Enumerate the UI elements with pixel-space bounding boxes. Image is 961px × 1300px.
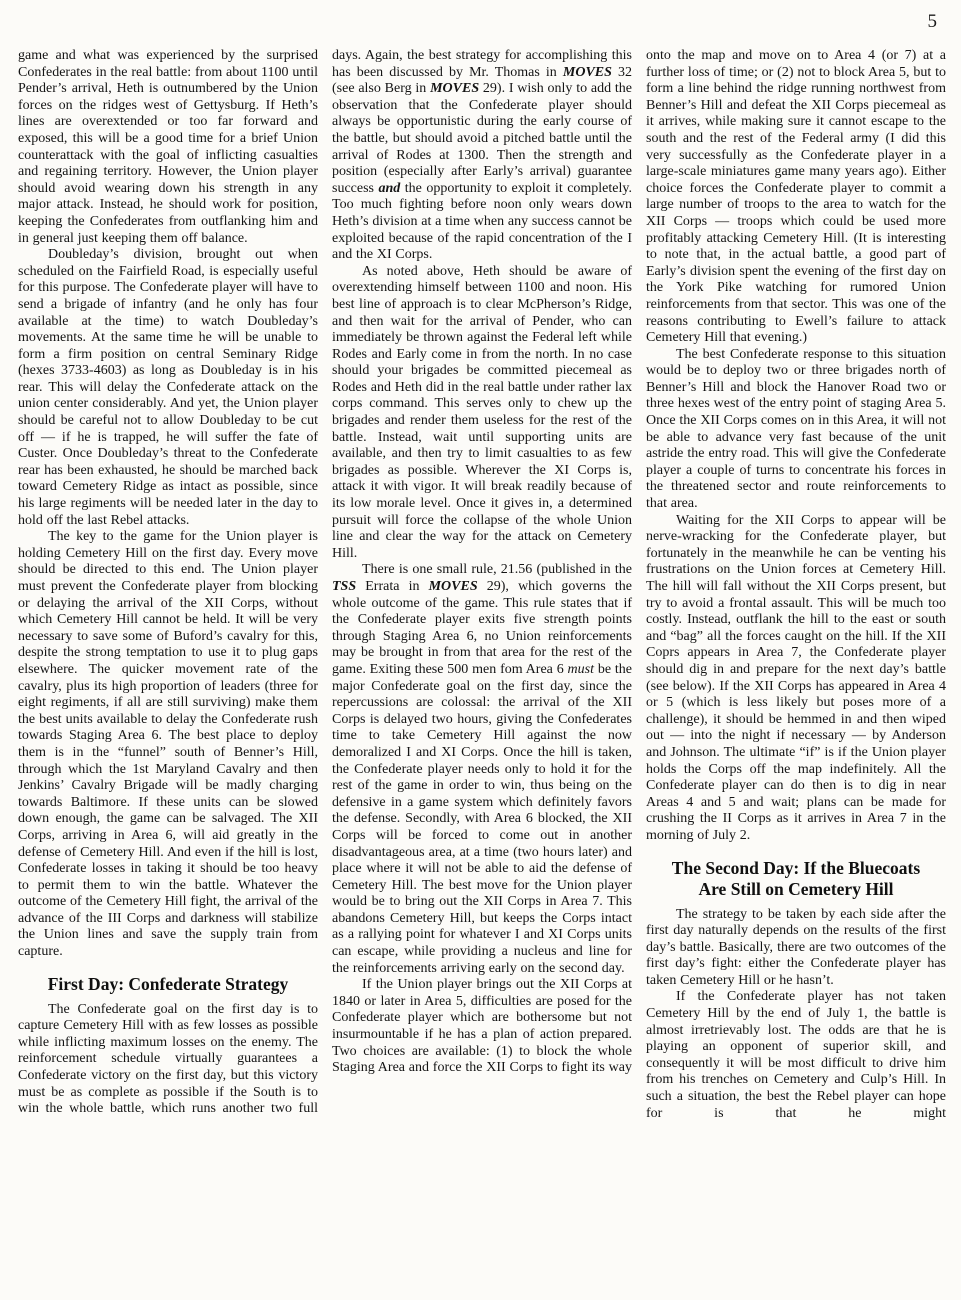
section-heading: First Day: Confederate Strategy xyxy=(47,973,289,994)
paragraph: As noted above, Heth should be aware of overextending himself between 1100 and noon. His best line of approach is to clear McPherson’s Ridge, and then wait for the arrival of Pender, who can immediately be thrown against the Federal left while Rodes and Early come in from the north. In no case should your brigades be committed piecemeal as Rodes and Heth did in the real battle under rather lax corps command. This serves only to chew up the brigades and render them useless for the rest of the battle. Instead, wait until supporting units are available, and then try to limit casualties to as few brigades as possible. Wherever the XI Corps is, attack it with vigor. It will break readily because of its low morale level. Once it gives in, a determined pursuit will force the collapse of the whole Union line and clear the way for the attack on Cemetery Hill. xyxy=(332,263,632,561)
emphasized-text: MOVES xyxy=(430,81,480,97)
emphasized-text: and xyxy=(378,180,401,196)
text-column-2 xyxy=(332,48,632,1122)
text-column-1 xyxy=(18,48,318,1122)
text-column-3 xyxy=(646,48,946,1122)
section-heading: The Second Day: If the Bluecoats Are Still on Cemetery Hill xyxy=(671,857,921,899)
paragraph: Doubleday’s division, brought out when scheduled on the Fairfield Road, is especially useful for this purpose. The Confederate player will have to send a brigade of infantry (and he only has four available at the time) to watch Doubleday’s movements. At the same time he will be unable to form a firm position on central Seminary Ridge (hexes 3733-4603) as long as Doubleday is in his rear. This will delay the Confederate attack on the union center considerably. And yet, the Union player should be careful not to allow Doubleday to be cut off — if he is trapped, he will suffer the fate of Custer. Once Doubleday’s threat to the Confederate rear has been exhausted, he should be marched back toward Cemetery Ridge as intact as possible, since his large regiments will be needed later in the day to hold off the last Rebel attacks. xyxy=(18,247,318,528)
paragraph: The strategy to be taken by each side after the first day naturally depends on the results of the first day’s battle. Basically, there are two outcomes of the first day’s fight: either the Confederate player has taken Cemetery Hill or he hasn’t. xyxy=(646,906,946,988)
page-number: 5 xyxy=(927,11,937,32)
paragraph: The key to the game for the Union player is holding Cemetery Hill on the first day. Every move should be directed to this end. The Union player must prevent the Confederate player from blocking or delaying the arrival of the XII Corps, without which Cemetery Hill cannot be held. It will be very necessary to save some of Buford’s cavalry for this, despite the strong temptation to use it to plug gaps elsewhere. The quicker movement rate of the cavalry, plus its high proportion of leaders (three for eight regiments, if all are still surviving) make them the best units available to delay the Confederate rush towards Staging Area 6. The best place to deploy them is in the “funnel” south of Benner’s Hill, through which the 1st Maryland Cavalry and then Jenkins’ Cavalry Brigade will be madly charging towards Baltimore. If these units can be slowed down enough, the game can be salvaged. The XII Corps, arriving in Area 6, will aid greatly in the defense of Cemetery Hill. And even if the hill is lost, Confederate losses in taking it should be too heavy to permit them to win the battle. Whatever the outcome of the Cemetery Hill fight, the arrival of the advance of the III Corps and darkness will stabilize the Union lines and save the supply train from capture. xyxy=(18,529,318,960)
paragraph: The Confederate goal on the first day is to capture Cemetery Hill with as few losses as possible while inflicting maximum losses on the enemy. The reinforcement schedule virtually guarantees a Confederate victory on the first day, but this victory must be as complete as possible if the South is to win the whole battle, which runs another two full xyxy=(18,1001,318,1117)
paragraph: There is one small rule, 21.56 (published in the TSS Errata in MOVES 29), which governs the whole outcome of the game. This rule states that if the Confederate player exits five strength points through Staging Area 6, no Union reinforcements may be brought in from that area for the rest of the game. Exiting these 500 men fom Area 6 must be the major Confederate goal on the first day, since the repercussions are colossal: the arrival of the XII Corps is delayed two hours, giving the Confederates time to take Cemetery Hill against the now demoralized I and XI Corps. Once the hill is taken, the Confederate player needs only to hold it for the rest of the game in order to win, thus being on the defensive in a game system which definitely favors the defense. Secondly, with Area 6 blocked, the XII Corps will be forced to come out in another disadvantageous area, at a time (two hours later) and place where it will not be able to aid the defense of Cemetery Hill. The best move for the Union player would be to bring out the XII Corps in Area 7. This abandons Cemetery Hill, but keeps the Corps intact as a rallying point for whatever I and XI Corps units can escape, while providing a nucleus and line for the reinforcements arriving early on the second day. xyxy=(332,562,632,976)
paragraph: days. Again, the best strategy for accomplishing this has been discussed by Mr. Thomas in MOVES 32 (see also Berg in MOVES 29). I wish only to add the observation that the Confederate player should always be opportunistic during the early course of the battle, but should avoid a pitched battle until the arrival of Rodes at 1300. Then the strength and position (especially after Early’s arrival) guarantee success and the opportunity to exploit it completely. Too much fighting before noon only wears down Heth’s division at a time when any success cannot be exploited because of the rapid concentration of the I and the XI Corps. xyxy=(332,48,633,263)
emphasized-text: MOVES xyxy=(428,579,478,594)
emphasized-text: must xyxy=(567,661,594,677)
paragraph: Waiting for the XII Corps to appear will be nerve-wracking for the Confederate player, but fortunately in the meanwhile he can be venting his frustrations on the Union forces at Cemetery Hill. The hill will fall without the XII Corps present, but try to avoid a frontal assault. This will be much too costly. Instead, outflank the hill to the east or south and “bag” all the forces caught on the hill. If the XII Coprs appears in Area 7, the Confederate player should dig in and prepare for the next day’s battle (see below). If the XII Corps has appeared in Area 4 or 5 (which is less likely but poses more of a challenge), it should be hemmed in and then wiped out — into the night if necessary — by Anderson and Johnson. The ultimate “if” is if the Union player holds the Corps off the map indefinitely. All the Confederate player can do then is to dig in near Areas 4 and 5 and wait; plans can be made for crushing the II Corps as it arrives in Area 7 in the morning of July 2. xyxy=(646,512,946,843)
paragraph: onto the map and move on to Area 4 (or 7) at a further loss of time; or (2) not to block Area 5, but to form a line behind the ridge running northwest from Benner’s Hill and defeat the XII Corps piecemeal as it arrives, while making sure it cannot escape to the south and the rest of the Federal army (I did this very successfully as the Confederate player in a large-scale miniatures game many years ago). Either choice forces the Confederate player to commit a large number of troops to the area to watch for the XII Corps — troops which could be used more profitably attacking Cemetery Hill. (It is interesting to note that, in the actual battle, a good part of Early’s division spent the evening of the first day on the York Pike watching for rumored Union reinforcements from that sector. This was one of the reasons contributing to Ewell’s failure to attack Cemetery Hill that evening.) xyxy=(646,48,946,346)
paragraph: The best Confederate response to this situation would be to deploy two or three brigades north of Benner’s Hill and block the Hanover Road two or three hexes west of the entry point of staging Area 5. Once the XII Corps comes on in this Area, it will not be able to advance very fast because of the unit astride the entry road. This will give the Confederate player a couple of turns to concentrate his forces in the threatened sector and route reinforcements to that area. xyxy=(646,346,946,512)
emphasized-text: TSS xyxy=(332,579,357,594)
paragraph: If the Union player brings out the XII Corps at 1840 or later in Area 5, difficulties are posed for the Confederate player which are bothersome but not insurmountable if he has a plan of action prepared. Two choices are available: (1) to block the whole Staging Area and force the XII Corps to fight its way xyxy=(332,977,632,1076)
emphasized-text: MOVES xyxy=(562,64,612,80)
paragraph: game and what was experienced by the surprised Confederates in the real battle: from about 1100 until Pender’s arrival, Heth is outnumbered by the Union forces on the ridges west of Gettysburg. If Heth’s lines are overextended or too far forward and exposed, this will be a good time for a brief Union counterattack with the goal of inflicting casualties and regaining territory. However, the Union player should avoid wearing down his strength in any major attack. Instead, he should work for position, keeping the Confederates from outflanking him and in general just keeping them off balance. xyxy=(18,48,318,246)
paragraph: If the Confederate player has not taken Cemetery Hill by the end of July 1, the battle is almost irretrievably lost. The odds are that he is playing an opponent of superior skill, and consequently it will be most difficult to drive him from his trenches on Cemetery and Culp’s Hill. In such a situation, the best the Rebel player can hope for is that he might xyxy=(646,989,946,1121)
